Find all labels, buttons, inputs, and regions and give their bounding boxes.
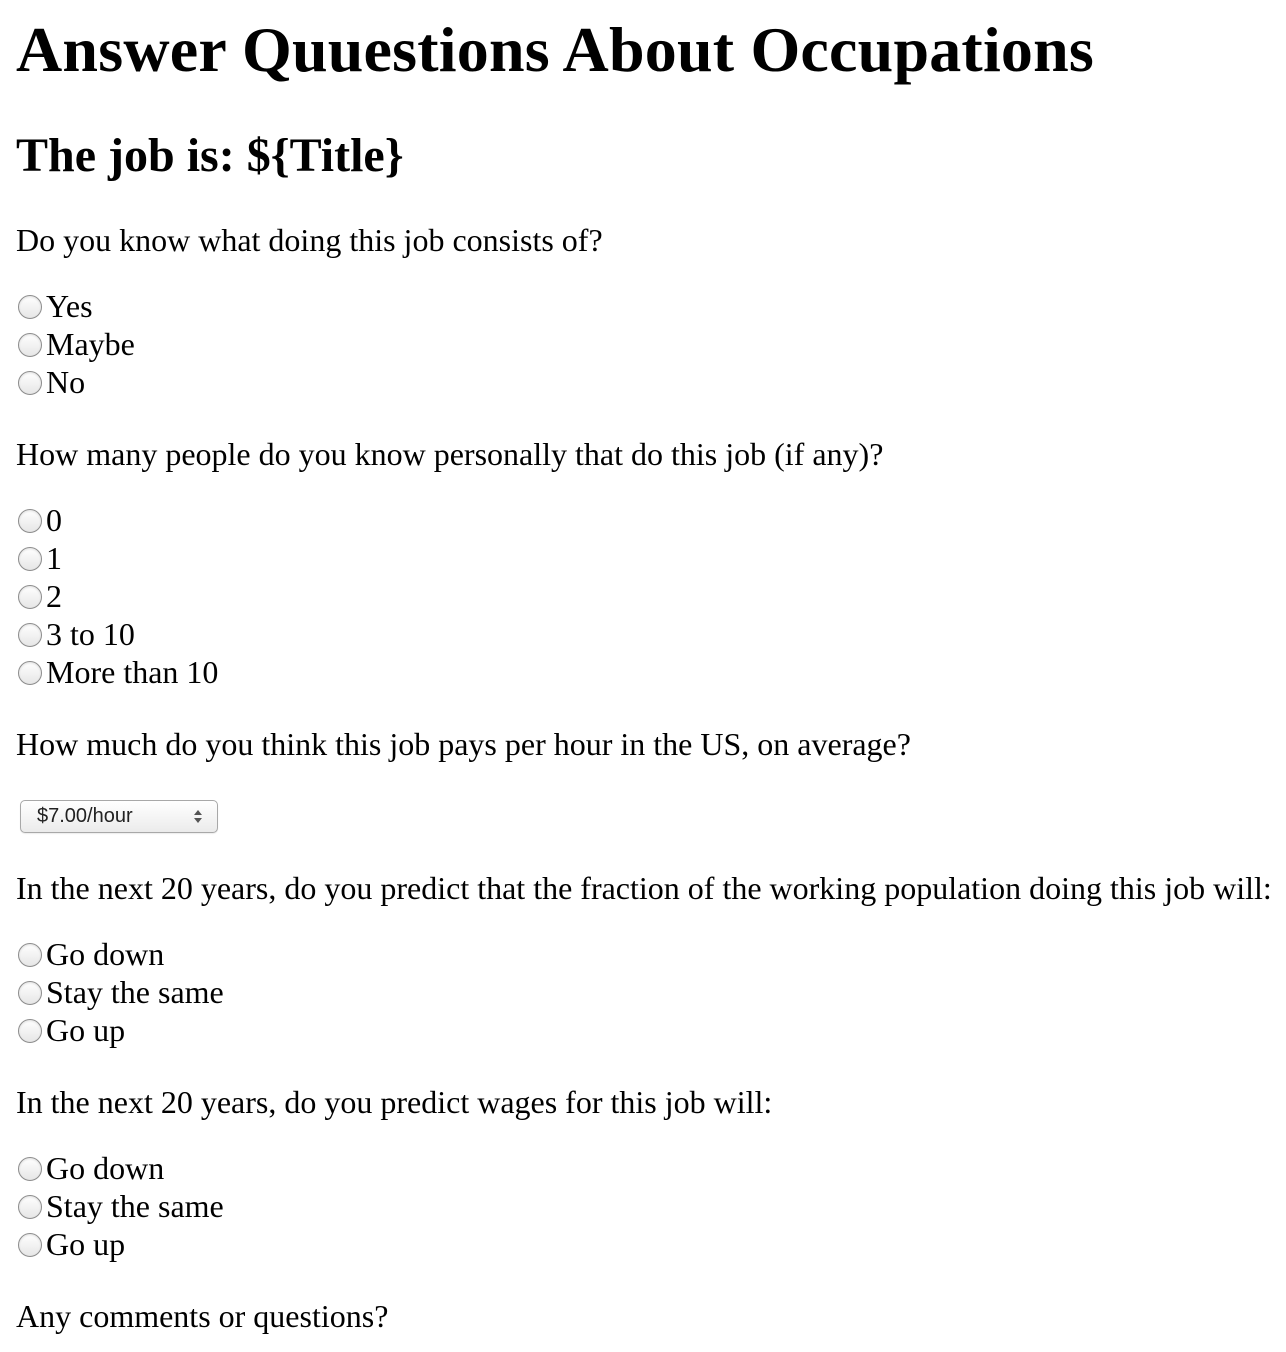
question-job-knowledge: Do you know what doing this job consists of? <box>16 222 603 258</box>
radio-label: 3 to 10 <box>46 616 135 652</box>
radio-label: 2 <box>46 578 62 614</box>
radio-button[interactable] <box>18 509 42 533</box>
radio-label: Go down <box>46 936 165 972</box>
radio-label: Yes <box>46 288 93 324</box>
question-population-fraction: In the next 20 years, do you predict that the fraction of the working population doing this job will: <box>16 870 1272 906</box>
radio-label: Stay the same <box>46 974 224 1010</box>
page-title: Answer Quuestions About Occupations <box>16 14 1095 85</box>
radio-option-no[interactable] <box>18 363 135 401</box>
radio-option-1[interactable] <box>18 539 218 577</box>
job-heading: The job is: ${Title} <box>16 129 404 182</box>
radio-button[interactable] <box>18 1195 42 1219</box>
radio-button[interactable] <box>18 981 42 1005</box>
radio-label: Go up <box>46 1012 126 1048</box>
radio-option-go-up[interactable] <box>18 1011 224 1049</box>
radio-option-go-up[interactable] <box>18 1225 224 1263</box>
radio-button[interactable] <box>18 371 42 395</box>
radio-option-stay-the-same[interactable] <box>18 1187 224 1225</box>
radio-button[interactable] <box>18 1233 42 1257</box>
hourly-pay-select[interactable] <box>20 800 218 833</box>
radio-option-3-to-10[interactable] <box>18 615 218 653</box>
radio-button[interactable] <box>18 1019 42 1043</box>
radio-button[interactable] <box>18 623 42 647</box>
radio-button[interactable] <box>18 333 42 357</box>
radio-button[interactable] <box>18 295 42 319</box>
hourly-pay-select-value: $7.00/hour <box>37 805 133 827</box>
radio-option-maybe[interactable] <box>18 325 135 363</box>
radio-button[interactable] <box>18 585 42 609</box>
question-people-known: How many people do you know personally that do this job (if any)? <box>16 436 884 472</box>
radio-button[interactable] <box>18 547 42 571</box>
radio-button[interactable] <box>18 1157 42 1181</box>
radio-label: Maybe <box>46 326 135 362</box>
radio-group-population-fraction <box>18 935 224 1049</box>
radio-group-job-knowledge <box>18 287 135 401</box>
question-wages: In the next 20 years, do you predict wages for this job will: <box>16 1084 773 1120</box>
radio-option-go-down[interactable] <box>18 935 224 973</box>
radio-group-people-known <box>18 501 218 691</box>
radio-option-stay-the-same[interactable] <box>18 973 224 1011</box>
question-comments: Any comments or questions? <box>16 1298 389 1334</box>
radio-label: No <box>46 364 86 400</box>
radio-label: Stay the same <box>46 1188 224 1224</box>
radio-option-0[interactable] <box>18 501 218 539</box>
select-arrows-icon <box>193 807 203 827</box>
radio-option-2[interactable] <box>18 577 218 615</box>
radio-label: 0 <box>46 502 62 538</box>
radio-group-wages <box>18 1149 224 1263</box>
radio-label: Go up <box>46 1226 126 1262</box>
radio-label: More than 10 <box>46 654 219 690</box>
question-hourly-pay: How much do you think this job pays per hour in the US, on average? <box>16 726 911 762</box>
radio-button[interactable] <box>18 661 42 685</box>
radio-label: 1 <box>46 540 62 576</box>
radio-label: Go down <box>46 1150 165 1186</box>
radio-option-yes[interactable] <box>18 287 135 325</box>
radio-button[interactable] <box>18 943 42 967</box>
radio-option-go-down[interactable] <box>18 1149 224 1187</box>
radio-option-more-than-10[interactable] <box>18 653 218 691</box>
